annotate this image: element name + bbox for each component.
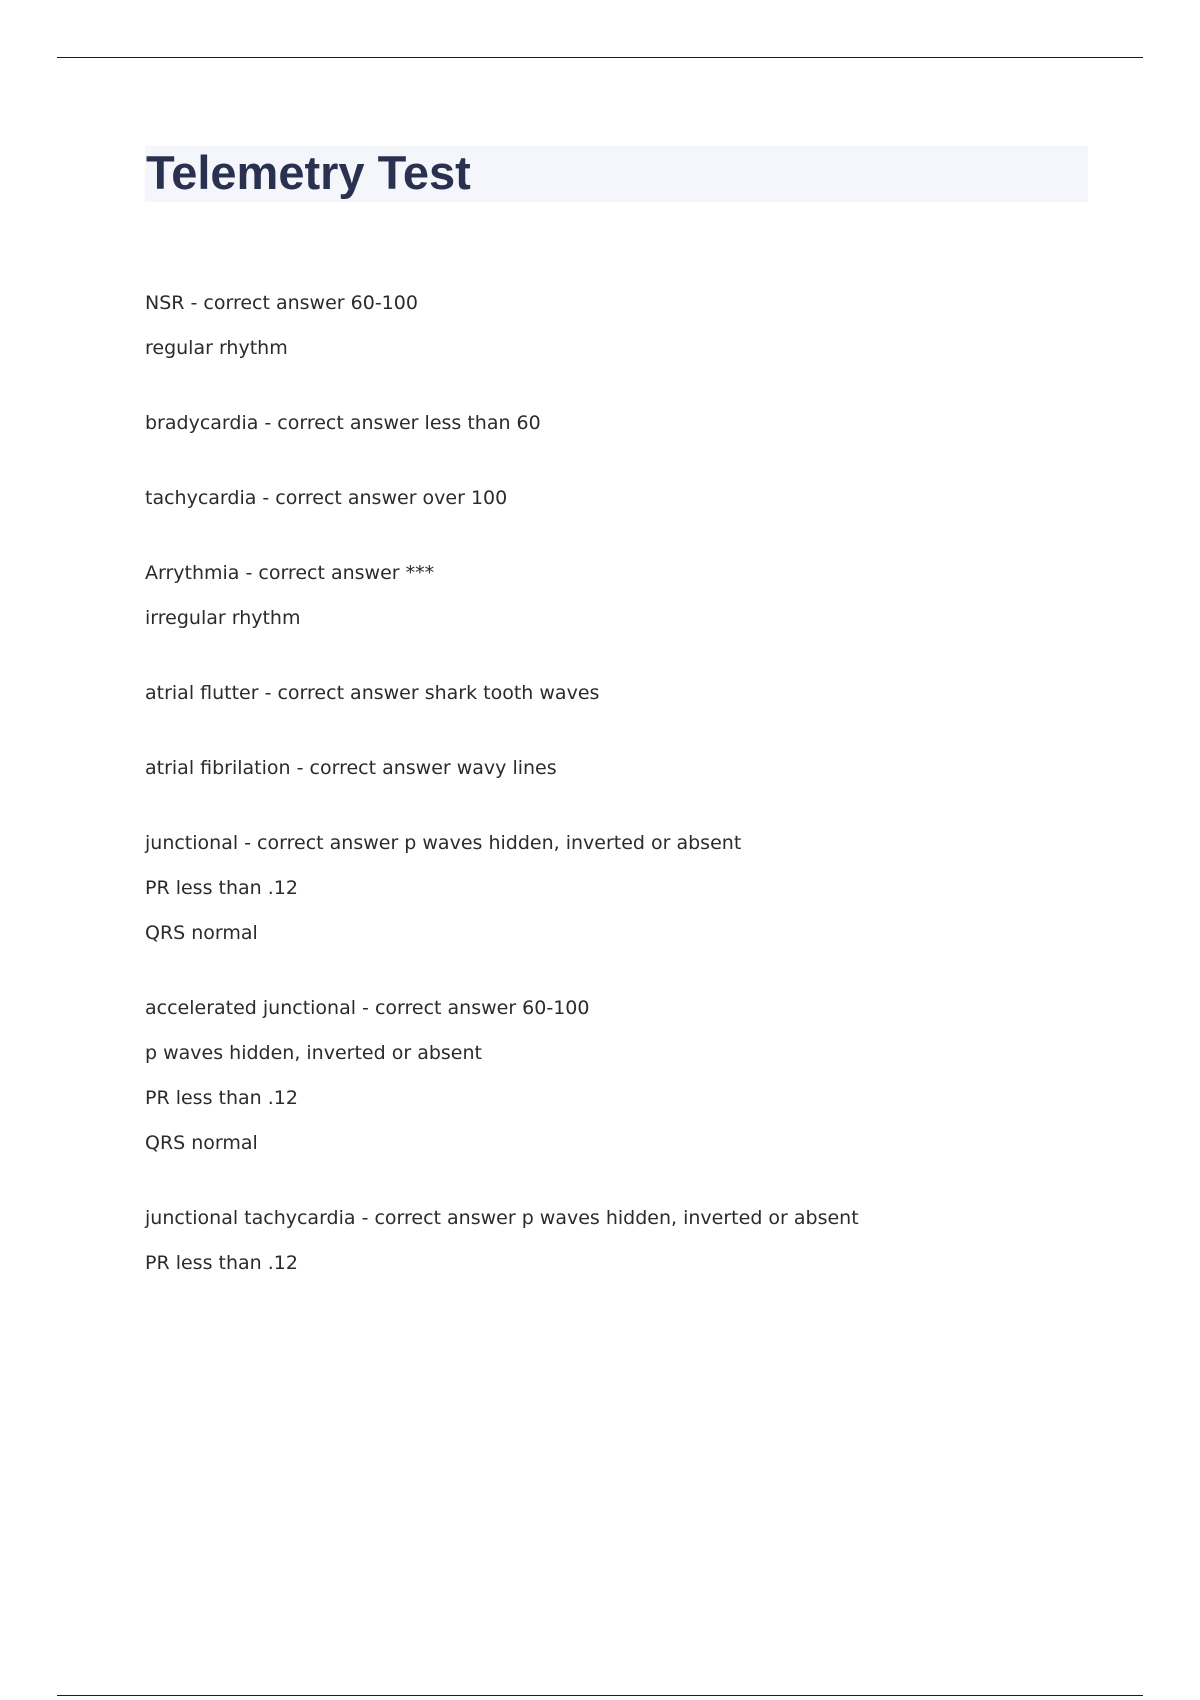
entry-line: Arrythmia - correct answer *** bbox=[145, 562, 435, 584]
qa-entry bbox=[145, 1203, 1085, 1278]
qa-entry bbox=[145, 828, 1085, 948]
qa-entry bbox=[145, 753, 1085, 783]
qa-entry bbox=[145, 993, 1085, 1158]
qa-entry bbox=[145, 483, 1085, 513]
page-title: Telemetry Test bbox=[146, 146, 471, 199]
entry-line: PR less than .12 bbox=[145, 877, 298, 899]
entry-line: atrial flutter - correct answer shark tooth waves bbox=[145, 682, 600, 704]
entry-line: accelerated junctional - correct answer 60-100 bbox=[145, 997, 590, 1019]
header-rule bbox=[57, 57, 1143, 58]
entry-line: p waves hidden, inverted or absent bbox=[145, 1042, 482, 1064]
entry-line: QRS normal bbox=[145, 1132, 258, 1154]
qa-entry bbox=[145, 558, 1085, 633]
entry-line: QRS normal bbox=[145, 922, 258, 944]
entry-line: junctional tachycardia - correct answer p waves hidden, inverted or absent bbox=[145, 1207, 859, 1229]
entry-line: tachycardia - correct answer over 100 bbox=[145, 487, 508, 509]
entry-line: regular rhythm bbox=[145, 337, 288, 359]
qa-entry bbox=[145, 408, 1085, 438]
entry-line: bradycardia - correct answer less than 60 bbox=[145, 412, 541, 434]
entry-line: PR less than .12 bbox=[145, 1087, 298, 1109]
entry-line: PR less than .12 bbox=[145, 1252, 298, 1274]
entry-line: junctional - correct answer p waves hidden, inverted or absent bbox=[145, 832, 742, 854]
entry-line: atrial fibrilation - correct answer wavy lines bbox=[145, 757, 557, 779]
document-body bbox=[145, 288, 1085, 1323]
entry-line: irregular rhythm bbox=[145, 607, 301, 629]
entry-line: NSR - correct answer 60-100 bbox=[145, 292, 418, 314]
qa-entry bbox=[145, 678, 1085, 708]
qa-entry bbox=[145, 288, 1085, 363]
footer-rule bbox=[57, 1695, 1143, 1696]
